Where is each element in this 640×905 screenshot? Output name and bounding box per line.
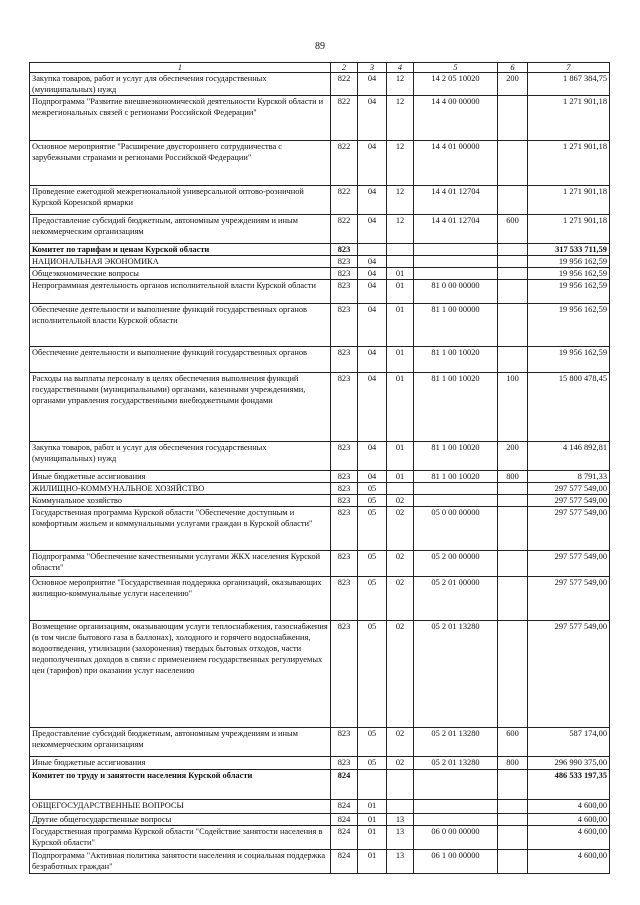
row-code-admin: 823	[331, 471, 358, 483]
row-code-subsection	[387, 770, 414, 800]
row-amount: 4 600,00	[528, 826, 610, 850]
row-code-subsection: 01	[387, 373, 414, 442]
row-name: Закупка товаров, работ и услуг для обеспечения государственных (муниципальных) нужд	[30, 73, 331, 96]
row-code-target	[414, 800, 498, 814]
row-name: Другие общегосударственные вопросы	[30, 814, 331, 826]
row-code-expense-type	[498, 304, 528, 347]
row-code-expense-type	[498, 483, 528, 495]
row-amount: 8 791,33	[528, 471, 610, 483]
row-name: Предоставление субсидий бюджетным, автономным учреждениям и иным некоммерческим организациям	[30, 728, 331, 757]
row-code-section: 01	[358, 826, 387, 850]
table-row	[30, 186, 610, 215]
row-name: Предоставление субсидий бюджетным, автономным учреждениям и иным некоммерческим организациям	[30, 215, 331, 244]
row-code-subsection: 01	[387, 268, 414, 280]
table-header-row	[30, 63, 610, 73]
row-code-expense-type	[498, 770, 528, 800]
row-code-admin: 823	[331, 347, 358, 373]
row-amount: 19 956 162,59	[528, 268, 610, 280]
table-row	[30, 244, 610, 256]
row-code-subsection: 02	[387, 757, 414, 770]
row-code-section: 04	[358, 96, 387, 141]
row-name: Государственная программа Курской области "Обеспечение доступным и комфортным жильем и коммунальными услугами граждан в Курской области"	[30, 507, 331, 551]
row-code-admin: 823	[331, 483, 358, 495]
row-code-admin: 823	[331, 507, 358, 551]
row-amount: 4 600,00	[528, 850, 610, 874]
row-code-admin: 824	[331, 814, 358, 826]
row-code-expense-type: 800	[498, 757, 528, 770]
row-code-target	[414, 483, 498, 495]
row-amount: 587 174,00	[528, 728, 610, 757]
row-code-subsection: 01	[387, 442, 414, 471]
table-row	[30, 800, 610, 814]
row-amount: 15 800 478,45	[528, 373, 610, 442]
row-code-target: 06 1 00 00000	[414, 850, 498, 874]
row-code-admin: 822	[331, 141, 358, 186]
row-amount: 4 600,00	[528, 814, 610, 826]
row-name: Закупка товаров, работ и услуг для обеспечения государственных (муниципальных) нужд	[30, 442, 331, 471]
row-name: Возмещение организациям, оказывающим услуги теплоснабжения, газоснабжения (в том числе бытового газа в баллонах), холодного и горячего водоснабжения, водоотведения, утилизации (захоронения) твердых бытовых отходов, части недополученных доходов в связи с применением государственных регулируемых цен (тарифов) при оказании услуг населению	[30, 621, 331, 728]
row-code-admin: 823	[331, 577, 358, 621]
row-code-expense-type	[498, 347, 528, 373]
row-code-section: 05	[358, 728, 387, 757]
row-amount: 297 577 549,00	[528, 495, 610, 507]
row-amount: 19 956 162,59	[528, 280, 610, 304]
table-row	[30, 215, 610, 244]
row-code-target: 14 4 01 12704	[414, 186, 498, 215]
row-code-admin: 823	[331, 495, 358, 507]
row-code-section: 04	[358, 471, 387, 483]
budget-table-body	[30, 73, 610, 874]
page-number: 89	[315, 41, 325, 52]
row-code-admin: 822	[331, 96, 358, 141]
table-row	[30, 621, 610, 728]
row-name: Расходы на выплаты персоналу в целях обеспечения выполнения функций государственными (муниципальными) органами, казенными учреждениями, органами управления государственными внебюджетными фондами	[30, 373, 331, 442]
row-name: Комитет по тарифам и ценам Курской области	[30, 244, 331, 256]
row-code-target: 05 2 01 13280	[414, 728, 498, 757]
row-code-target: 05 2 01 00000	[414, 577, 498, 621]
row-code-expense-type	[498, 141, 528, 186]
row-name: Проведение ежегодной межрегиональной универсальной оптово-розничной Курской Коренской ярмарки	[30, 186, 331, 215]
row-code-target	[414, 268, 498, 280]
row-code-admin: 823	[331, 728, 358, 757]
row-code-expense-type: 200	[498, 73, 528, 96]
row-amount: 19 956 162,59	[528, 256, 610, 268]
row-code-target: 81 1 00 10020	[414, 442, 498, 471]
row-code-section: 05	[358, 495, 387, 507]
row-name: Государственная программа Курской области "Содействие занятости населения в Курской области"	[30, 826, 331, 850]
row-code-target: 06 0 00 00000	[414, 826, 498, 850]
table-row	[30, 304, 610, 347]
row-amount: 297 577 549,00	[528, 621, 610, 728]
row-code-section: 05	[358, 483, 387, 495]
row-code-section: 04	[358, 280, 387, 304]
row-code-subsection: 01	[387, 280, 414, 304]
row-code-admin: 823	[331, 442, 358, 471]
row-code-admin: 824	[331, 800, 358, 814]
column-header: 3	[358, 63, 387, 73]
table-row	[30, 850, 610, 874]
row-code-section: 05	[358, 507, 387, 551]
table-row	[30, 577, 610, 621]
row-code-subsection: 02	[387, 551, 414, 577]
row-code-target: 05 2 01 13280	[414, 621, 498, 728]
row-amount: 297 577 549,00	[528, 551, 610, 577]
row-code-admin: 823	[331, 621, 358, 728]
row-code-section: 04	[358, 73, 387, 96]
row-code-subsection: 02	[387, 728, 414, 757]
row-amount: 486 533 197,35	[528, 770, 610, 800]
row-code-target: 05 2 00 00000	[414, 551, 498, 577]
row-amount: 1 271 901,18	[528, 186, 610, 215]
row-name: Общеэкономические вопросы	[30, 268, 331, 280]
row-code-expense-type	[498, 495, 528, 507]
row-code-expense-type	[498, 186, 528, 215]
row-code-expense-type	[498, 621, 528, 728]
row-code-admin: 823	[331, 373, 358, 442]
row-code-section: 05	[358, 577, 387, 621]
row-name: Подпрограмма "Обеспечение качественными услугами ЖКХ населения Курской области"	[30, 551, 331, 577]
row-amount: 296 990 375,00	[528, 757, 610, 770]
table-row	[30, 757, 610, 770]
row-code-section: 04	[358, 373, 387, 442]
row-code-admin: 822	[331, 186, 358, 215]
row-code-expense-type: 600	[498, 215, 528, 244]
row-code-section: 04	[358, 256, 387, 268]
row-code-admin: 823	[331, 256, 358, 268]
row-name: Основное мероприятие "Государственная поддержка организаций, оказывающих жилищно-коммунальные услуги населению"	[30, 577, 331, 621]
row-amount: 297 577 549,00	[528, 577, 610, 621]
row-code-expense-type: 800	[498, 471, 528, 483]
row-name: Подпрограмма "Активная политика занятости населения и социальная поддержка безработных граждан"	[30, 850, 331, 874]
row-code-target: 81 1 00 00000	[414, 304, 498, 347]
row-code-expense-type	[498, 244, 528, 256]
row-code-target	[414, 495, 498, 507]
row-code-target: 14 4 01 00000	[414, 141, 498, 186]
row-code-subsection: 13	[387, 814, 414, 826]
row-code-expense-type	[498, 826, 528, 850]
row-code-target	[414, 256, 498, 268]
row-code-target: 81 1 00 10020	[414, 347, 498, 373]
table-row	[30, 728, 610, 757]
row-name: ОБЩЕГОСУДАРСТВЕННЫЕ ВОПРОСЫ	[30, 800, 331, 814]
row-code-expense-type	[498, 96, 528, 141]
table-row	[30, 551, 610, 577]
row-code-subsection	[387, 800, 414, 814]
table-row	[30, 471, 610, 483]
table-row	[30, 826, 610, 850]
budget-table	[29, 62, 610, 874]
row-code-expense-type	[498, 551, 528, 577]
row-code-expense-type: 200	[498, 442, 528, 471]
row-code-expense-type	[498, 814, 528, 826]
row-code-admin: 823	[331, 244, 358, 256]
row-code-subsection: 02	[387, 577, 414, 621]
row-code-subsection: 02	[387, 621, 414, 728]
table-row	[30, 770, 610, 800]
column-header: 7	[528, 63, 610, 73]
row-name: Иные бюджетные ассигнования	[30, 757, 331, 770]
row-code-expense-type	[498, 507, 528, 551]
row-amount: 297 577 549,00	[528, 507, 610, 551]
row-code-target	[414, 814, 498, 826]
row-code-admin: 824	[331, 826, 358, 850]
row-code-target	[414, 244, 498, 256]
row-code-target: 05 0 00 00000	[414, 507, 498, 551]
row-code-subsection	[387, 244, 414, 256]
row-code-subsection: 13	[387, 826, 414, 850]
row-code-expense-type	[498, 256, 528, 268]
row-code-subsection: 01	[387, 471, 414, 483]
column-header: 4	[387, 63, 414, 73]
row-code-expense-type: 600	[498, 728, 528, 757]
row-code-subsection: 12	[387, 96, 414, 141]
row-name: НАЦИОНАЛЬНАЯ ЭКОНОМИКА	[30, 256, 331, 268]
row-code-section: 04	[358, 442, 387, 471]
row-code-subsection: 13	[387, 850, 414, 874]
row-code-expense-type	[498, 280, 528, 304]
row-name: Коммунальное хозяйство	[30, 495, 331, 507]
row-code-target	[414, 770, 498, 800]
row-name: Основное мероприятие "Расширение двустороннего сотрудничества с зарубежными странами и регионами Российской Федерации"	[30, 141, 331, 186]
row-code-expense-type	[498, 800, 528, 814]
row-code-admin: 822	[331, 73, 358, 96]
table-row	[30, 280, 610, 304]
table-row	[30, 141, 610, 186]
row-code-expense-type	[498, 577, 528, 621]
table-row	[30, 483, 610, 495]
row-amount: 19 956 162,59	[528, 347, 610, 373]
table-row	[30, 442, 610, 471]
column-header: 1	[30, 63, 331, 73]
row-code-admin: 823	[331, 551, 358, 577]
row-code-subsection: 01	[387, 347, 414, 373]
row-code-target: 81 1 00 10020	[414, 471, 498, 483]
row-code-admin: 823	[331, 280, 358, 304]
row-code-admin: 823	[331, 757, 358, 770]
row-code-section: 01	[358, 800, 387, 814]
row-code-subsection: 12	[387, 141, 414, 186]
row-code-admin: 823	[331, 304, 358, 347]
row-code-section: 05	[358, 551, 387, 577]
row-amount: 1 867 384,75	[528, 73, 610, 96]
row-code-section: 01	[358, 814, 387, 826]
row-code-subsection: 02	[387, 495, 414, 507]
row-code-section: 04	[358, 347, 387, 373]
row-code-section: 04	[358, 304, 387, 347]
row-code-section: 04	[358, 268, 387, 280]
row-amount: 1 271 901,18	[528, 215, 610, 244]
row-code-subsection: 12	[387, 73, 414, 96]
row-code-subsection	[387, 256, 414, 268]
row-code-target: 05 2 01 13280	[414, 757, 498, 770]
row-code-admin: 822	[331, 215, 358, 244]
row-name: Иные бюджетные ассигнования	[30, 471, 331, 483]
row-name: Подпрограмма "Развитие внешнеэкономической деятельности Курской области и межрегиональных связей с регионами Российской Федерации"	[30, 96, 331, 141]
row-amount: 1 271 901,18	[528, 141, 610, 186]
row-code-target: 14 4 00 00000	[414, 96, 498, 141]
row-code-section: 04	[358, 141, 387, 186]
row-code-admin: 824	[331, 770, 358, 800]
table-row	[30, 73, 610, 96]
column-header: 6	[498, 63, 528, 73]
row-name: Обеспечение деятельности и выполнение функций государственных органов	[30, 347, 331, 373]
row-code-section: 04	[358, 186, 387, 215]
table-row	[30, 96, 610, 141]
column-header: 2	[331, 63, 358, 73]
row-code-subsection	[387, 483, 414, 495]
row-code-expense-type	[498, 850, 528, 874]
row-code-section: 05	[358, 757, 387, 770]
row-code-section: 05	[358, 621, 387, 728]
row-code-admin: 823	[331, 268, 358, 280]
table-row	[30, 373, 610, 442]
row-code-section	[358, 770, 387, 800]
row-code-subsection: 12	[387, 215, 414, 244]
row-name: Комитет по труду и занятости населения Курской области	[30, 770, 331, 800]
row-amount: 297 577 549,00	[528, 483, 610, 495]
row-code-subsection: 02	[387, 507, 414, 551]
row-code-target: 14 2 05 10020	[414, 73, 498, 96]
row-name: Непрограммная деятельность органов исполнительной власти Курской области	[30, 280, 331, 304]
table-row	[30, 347, 610, 373]
row-amount: 1 271 901,18	[528, 96, 610, 141]
column-header: 5	[414, 63, 498, 73]
table-row	[30, 495, 610, 507]
row-amount: 19 956 162,59	[528, 304, 610, 347]
table-row	[30, 256, 610, 268]
row-code-expense-type	[498, 268, 528, 280]
row-code-target: 81 0 00 00000	[414, 280, 498, 304]
row-name: Обеспечение деятельности и выполнение функций государственных органов исполнительной власти Курской области	[30, 304, 331, 347]
row-code-section: 01	[358, 850, 387, 874]
table-row	[30, 814, 610, 826]
row-code-section: 04	[358, 215, 387, 244]
row-amount: 317 533 711,59	[528, 244, 610, 256]
row-amount: 4 600,00	[528, 800, 610, 814]
table-row	[30, 268, 610, 280]
row-code-section	[358, 244, 387, 256]
row-amount: 4 146 892,81	[528, 442, 610, 471]
row-name: ЖИЛИЩНО-КОММУНАЛЬНОЕ ХОЗЯЙСТВО	[30, 483, 331, 495]
row-code-subsection: 12	[387, 186, 414, 215]
row-code-admin: 824	[331, 850, 358, 874]
table-row	[30, 507, 610, 551]
row-code-expense-type: 100	[498, 373, 528, 442]
row-code-subsection: 01	[387, 304, 414, 347]
row-code-target: 14 4 01 12704	[414, 215, 498, 244]
row-code-target: 81 1 00 10020	[414, 373, 498, 442]
